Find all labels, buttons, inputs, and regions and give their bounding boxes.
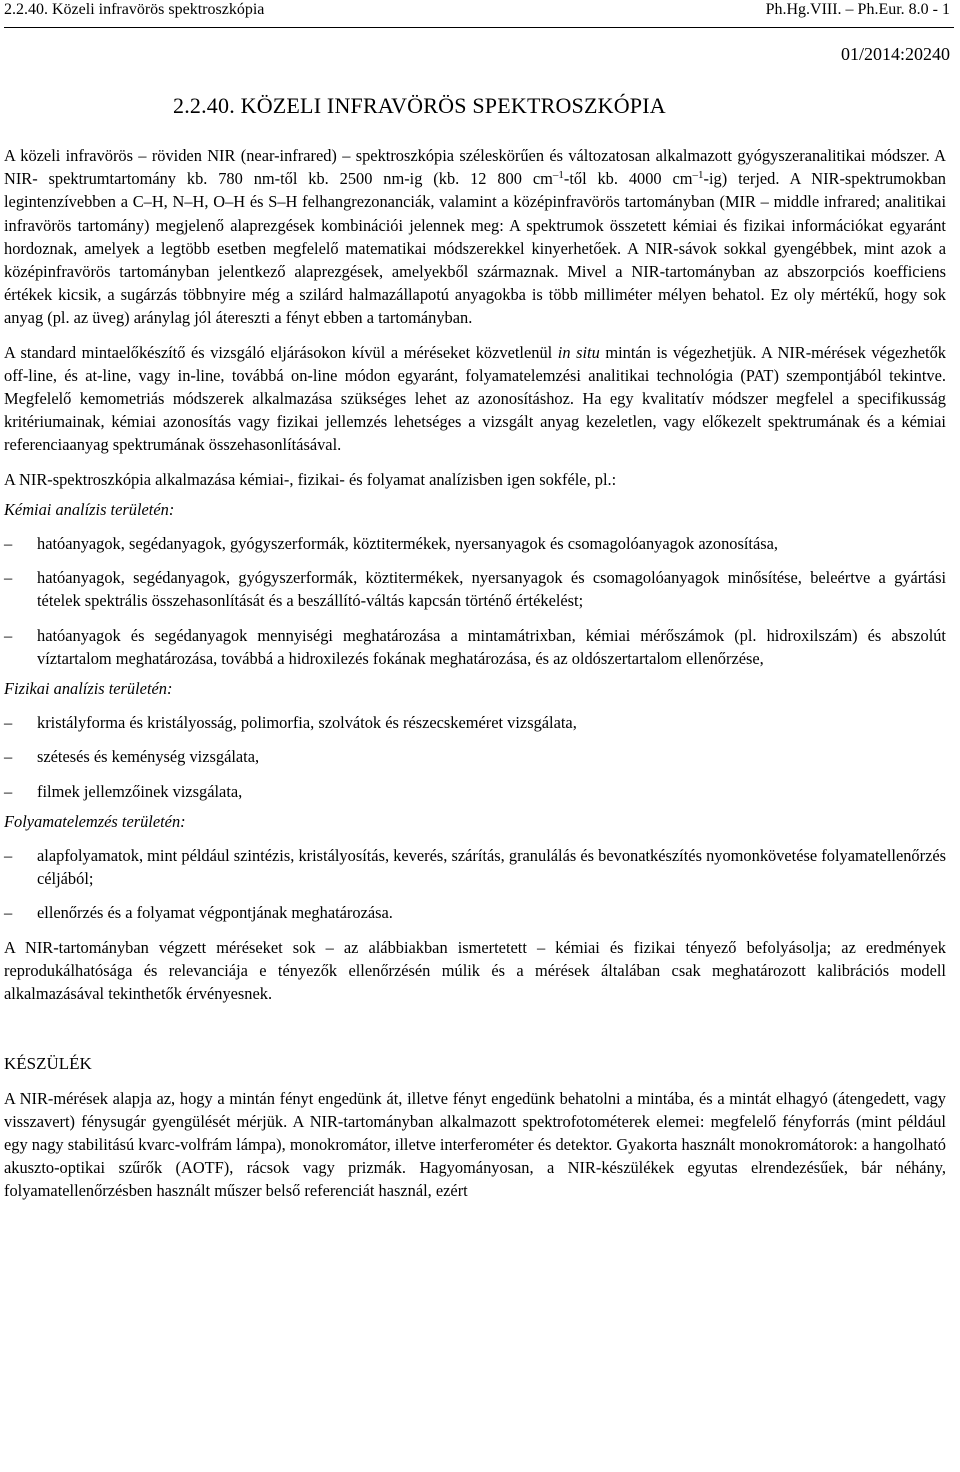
intro-paragraph [4, 144, 946, 330]
applications-intro: A NIR-spektroszkópia alkalmazása kémiai-, fizikai- és folyamat analízisben igen sokféle, pl.: [4, 469, 617, 489]
intro-text-3: -ig) terjed. A NIR-spektrumokban legintenzívebben a C–H, N–H, O–H és S–H felhangrezonanciák, valamint a középinfravörös tartományban (MIR – middle infrared; analitikai infravörös tartomány) megjelenő alaprezgések kombinációi jelennek meg: A spektrumok összetett kémiai és fizikai információkat egyaránt hordoznak, amelyek a legtöbb esetben megfelelő matematikai módszerekkel kinyerhetőek. A NIR-sávok sokkal gyengébbek, mint azok a középinfravörös tartományban jelentkező alaprezgések, amelyekből származnak. Mivel a NIR-tartományban az abszorpciós koefficiens értékek kicsik, a sugárzás többnyire még a szilárd halmazállapotú anyagokba is több milliméter mélyen behatol. Ez oly mértékű, hogy sok anyag (pl. az üveg) aránylag jól átereszti a fényt ebben a tartományban. [4, 169, 946, 328]
apparatus-paragraph: A NIR-mérések alapja az, hogy a mintán fényt engedünk át, illetve fényt engedünk behatolni a mintába, és a mintát elhagyó (átengedett, vagy visszavert) fénysugár gyengülését mérjük. A NIR-tartományban alkalmazott spektrofotométerek elemei: megfelelő fényforrás (mint például egy nagy stabilitású kvarc-volfrám lámpa), monokromátor, illetve interferométer és detektor. Gyakorta használt monokromátorok: a hangolható akuszto-optikai szűrők (AOTF), rácsok vagy prizmák. Hagyományosan, a NIR-készülékek egyutas elrendezésűek, bár néhány, folyamatellenőrzésben használt műszer belső referenciát használ, ezért [4, 1088, 946, 1201]
measurement-text-2: mintán is végezhetjük. A NIR-mérések végezhetők off-line, és at-line, vagy in-line, továbbá on-line módon egyaránt, folyamatelemzési analitikai technológia (PAT) szempontjából tekintve. Megfelelő kemometriás módszerek alkalmazása szükséges lehet az azonosításhoz. Ha egy kvalitatív módszer megfelel a specifikusság kritériumainak, kémiai azonosítás vagy fizikai jellemzés lehetséges a vizsgált anyag kezeletlen, vagy előkezelt spektrumának és a kémiai referenciaanyag spektrumának összehasonlításával. [4, 342, 946, 455]
section-label-colon: : [166, 679, 173, 699]
list-item [4, 780, 946, 803]
intro-text-1: A közeli infravörös – röviden NIR (near-infrared) – spektroszkópia széleskörűen és változatosan alkalmazott gyógyszeranalitikai módszer. A NIR- spektrumtartomány kb. 780 nm-től kb. 2500 nm-ig (kb. 12 800 cm [4, 146, 946, 189]
list-item [4, 745, 946, 768]
page-title: 2.2.40. KÖZELI INFRAVÖRÖS SPEKTROSZKÓPIA [173, 93, 666, 118]
in-situ-term: in situ [557, 342, 600, 362]
running-header [4, 0, 956, 22]
list-item-text: alapfolyamatok, mint például szintézis, kristályosítás, keverés, szárítás, granulálás és bevonatkészítés nyomonkövetése folyamatellenőrzés céljából; [37, 846, 946, 889]
section-label-chemical [4, 498, 946, 521]
list-item-text: kristályforma és kristályosság, polimorfia, szolvátok és részecskeméret vizsgálata, [37, 713, 577, 733]
list-item-text: hatóanyagok, segédanyagok, gyógyszerformák, köztitermékek, nyersanyagok és csomagolóanyagok azonosítása, [37, 534, 778, 554]
dash-bullet: – [4, 534, 13, 554]
dash-bullet: – [4, 568, 13, 588]
list-item [4, 624, 946, 670]
list-item [4, 844, 946, 890]
section-label-colon: : [168, 499, 175, 519]
list-item [4, 901, 946, 924]
section-label-process [4, 810, 946, 833]
section-heading-apparatus: KÉSZÜLÉK [4, 1054, 92, 1074]
dash-bullet: – [4, 747, 13, 767]
dash-bullet: – [4, 781, 13, 801]
section-label-colon: : [180, 811, 186, 831]
section-label-text: Fizikai analízis területén [4, 679, 167, 699]
list-item-text: hatóanyagok, segédanyagok, gyógyszerformák, köztitermékek, nyersanyagok és csomagolóanyagok minősítése, beleértve a gyártási tételek spektrális összehasonlítását és a beszállító-váltás kapcsán történő értékelést; [37, 568, 946, 611]
dash-bullet: – [4, 903, 13, 923]
header-section-title: 2.2.40. Közeli infravörös spektroszkópia [4, 1, 265, 18]
list-item-text: hatóanyagok és segédanyagok mennyiségi meghatározása a mintamátrixban, kémiai mérőszámok (pl. hidroxilszám) és abszolút víztartalom meghatározása, továbbá a hidroxilezés fokának meghatározása, és az oldószertartalom ellenőrzése, [37, 625, 946, 668]
measurement-paragraph [4, 341, 946, 457]
intro-text-2: -től kb. 4000 cm [563, 169, 693, 189]
list-item [4, 532, 946, 555]
factors-paragraph: A NIR-tartományban végzett méréseket sok – az alábbiakban ismertetett – kémiai és fizikai tényező befolyásolja; az eredmények reprodukálhatósága és relevanciája e tényezők ellenőrzésén múlik és a mérések általában csak meghatározott kalibrációs modell alkalmazásával tekinthetők érvényesnek. [4, 937, 946, 1004]
superscript-minus-one: –1 [552, 169, 564, 182]
header-pharmacopoeia-version: Ph.Hg.VIII. – Ph.Eur. 8.0 - 1 [765, 1, 950, 18]
physical-analysis-list [4, 711, 946, 803]
monograph-id: 01/2014:20240 [840, 44, 950, 64]
section-label-physical [4, 677, 946, 700]
list-item-text: szétesés és keménység vizsgálata, [37, 747, 260, 767]
dash-bullet: – [4, 713, 13, 733]
measurement-text-1: A standard mintaelőkészítő és vizsgáló eljárásokon kívül a méréseket közvetlenül [4, 342, 558, 362]
list-item-text: ellenőrzés és a folyamat végpontjának meghatározása. [37, 903, 393, 923]
section-label-text: Kémiai analízis területén [4, 499, 169, 519]
dash-bullet: – [4, 846, 13, 866]
chemical-analysis-list [4, 532, 946, 670]
header-divider [4, 27, 954, 28]
dash-bullet: – [4, 625, 13, 645]
list-item [4, 566, 946, 612]
list-item [4, 711, 946, 734]
list-item-text: filmek jellemzőinek vizsgálata, [37, 781, 243, 801]
superscript-minus-one: –1 [692, 169, 704, 182]
section-label-text: Folyamatelemzés területén [4, 811, 181, 831]
document-body [4, 144, 946, 1203]
process-analysis-list [4, 844, 946, 925]
